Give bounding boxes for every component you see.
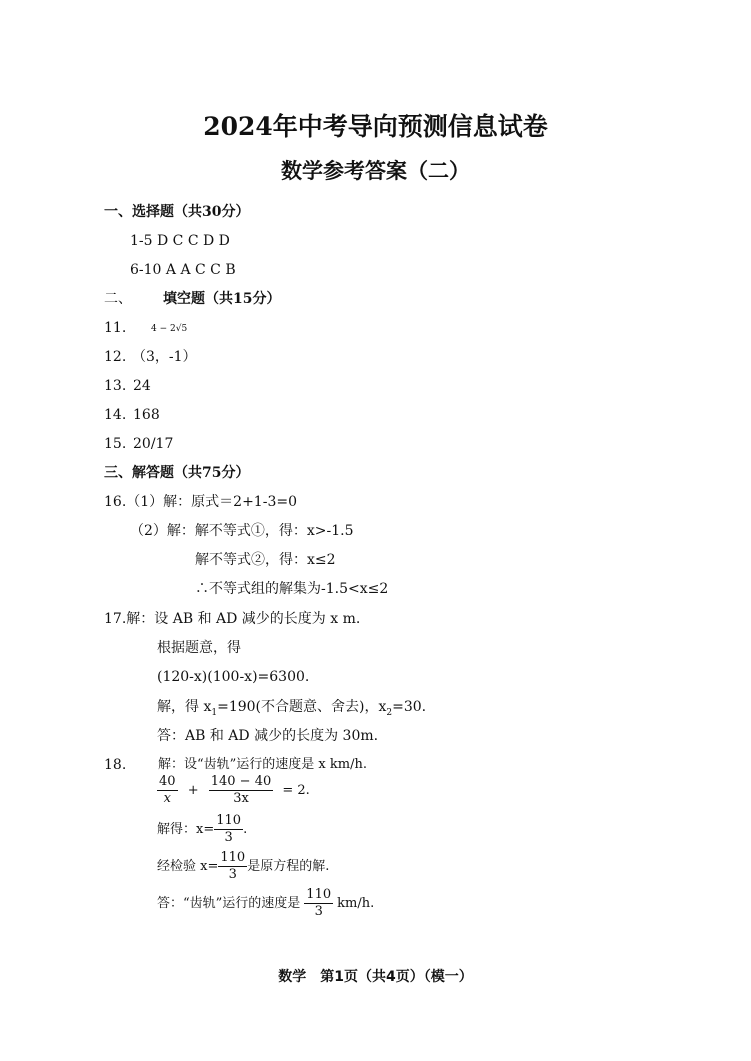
q18-ans-frac xyxy=(304,888,333,920)
q16-part3: 解不等式②，得：x≤2 xyxy=(195,552,336,568)
q13-answer: 24 xyxy=(133,378,151,394)
q18-check-num: 110 xyxy=(218,851,247,867)
q18-sol-num: 110 xyxy=(214,814,243,830)
q18-sol-frac xyxy=(214,814,243,846)
q14-num: 14. xyxy=(104,407,127,423)
q17-sub1: 1 xyxy=(211,707,218,718)
q17-line2: 根据题意，得 xyxy=(157,640,241,656)
q18-check-end: 是原方程的解. xyxy=(247,859,330,874)
q16-part1: 16.（1）解：原式＝2+1-3=0 xyxy=(104,494,297,510)
section1-row1: 1-5 D C C D D xyxy=(130,233,230,249)
q18-eq-frac1-den: x xyxy=(163,791,171,807)
q15-answer: 20/17 xyxy=(133,436,174,452)
q18-sol-label: 解得：x= xyxy=(157,822,215,837)
q18-equation xyxy=(157,775,310,807)
q18-answer xyxy=(157,888,374,920)
q17-line4-c: =30. xyxy=(392,699,427,715)
q14-answer: 168 xyxy=(133,407,160,423)
section1-heading: 一、选择题（共30分） xyxy=(104,204,250,220)
q18-ans-den: 3 xyxy=(314,904,323,920)
q16-part4: ∴不等式组的解集为-1.5<x≤2 xyxy=(195,581,389,597)
q18-check-den: 3 xyxy=(228,867,237,883)
q17-line4-b: =190(不合题意、舍去)，x xyxy=(217,699,387,715)
q17-line3: (120-x)(100-x)=6300. xyxy=(157,669,310,685)
q18-check-frac xyxy=(218,851,247,883)
q18-num: 18. xyxy=(104,757,127,773)
q18-solution xyxy=(157,814,247,846)
section3-heading: 三、解答题（共75分） xyxy=(104,465,250,481)
q18-check xyxy=(157,851,329,883)
q18-eq-frac2-num: 140 − 40 xyxy=(209,775,274,791)
page-footer: 数学 第1页（共4页）（模一） xyxy=(278,969,473,985)
q18-ans-label: 答：“齿轨”运行的速度是 xyxy=(157,896,301,911)
q18-eq-plus: + xyxy=(187,783,199,798)
q12-answer: （3，-1） xyxy=(132,349,197,365)
q11-num: 11. xyxy=(104,320,127,336)
q18-ans-num: 110 xyxy=(304,888,333,904)
q18-ans-end: km/h. xyxy=(337,896,375,911)
q13-num: 13. xyxy=(104,378,127,394)
q18-sol-end: . xyxy=(243,822,248,837)
page-title: 2024年中考导向预测信息试卷 xyxy=(203,112,548,141)
q18-check-label: 经检验 x= xyxy=(157,859,219,874)
section1-row2: 6-10 A A C C B xyxy=(130,262,236,278)
q18-eq-frac2-den: 3x xyxy=(233,791,249,807)
page-subtitle: 数学参考答案（二） xyxy=(281,158,470,183)
q15-num: 15. xyxy=(104,436,127,452)
q17-line4-a: 解，得 x xyxy=(157,699,212,715)
q17-line5: 答：AB 和 AD 减少的长度为 30m. xyxy=(157,728,379,744)
q12-num: 12. xyxy=(104,349,127,365)
section2-heading: 填空题（共15分） xyxy=(163,291,281,307)
q17-line4 xyxy=(157,699,426,719)
section2-heading-num: 二、 xyxy=(104,291,132,307)
q18-eq-frac2 xyxy=(209,775,274,807)
q18-line1: 解：设“齿轨”运行的速度是 x km/h. xyxy=(158,757,367,772)
q18-eq-frac1 xyxy=(157,775,178,807)
q18-sol-den: 3 xyxy=(224,830,233,846)
q18-eq-frac1-num: 40 xyxy=(157,775,178,791)
q17-sub2: 2 xyxy=(386,707,393,718)
q16-part2: （2）解：解不等式①，得：x>-1.5 xyxy=(130,523,354,539)
q17-line1: 17.解：设 AB 和 AD 减少的长度为 x m. xyxy=(104,611,361,627)
q18-eq-rhs: = 2. xyxy=(282,783,310,798)
q11-answer: 4 − 2√5 xyxy=(151,324,188,334)
